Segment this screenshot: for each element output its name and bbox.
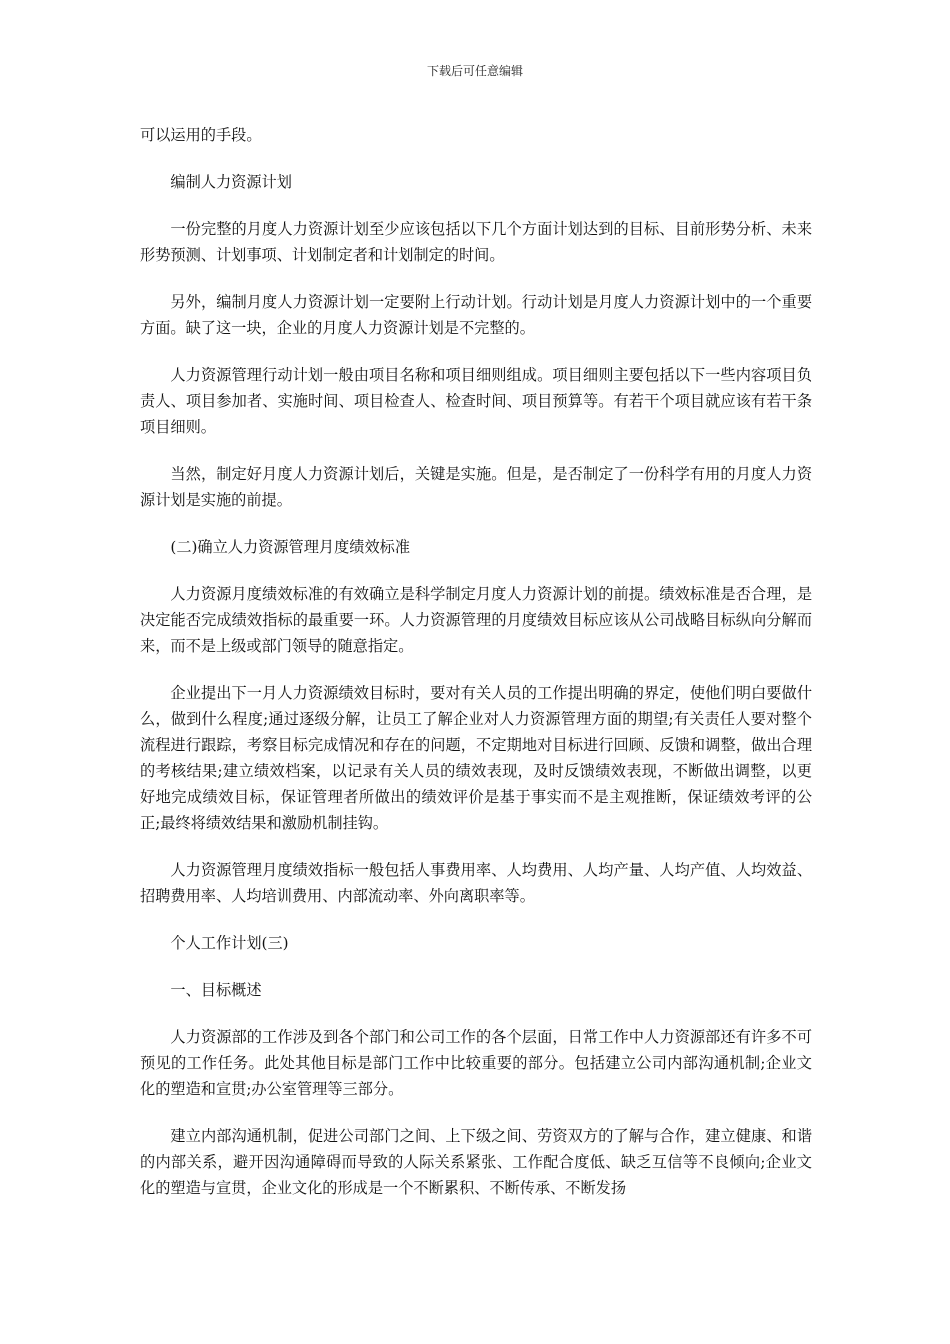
document-body (140, 122, 812, 1222)
paragraph: 企业提出下一月人力资源绩效目标时，要对有关人员的工作提出明确的界定，使他们明白要做什么，做到什么程度;通过逐级分解，让员工了解企业对人力资源管理方面的期望;有关责任人要对整个流程进行跟踪，考察目标完成情况和存在的问题，不定期地对目标进行回顾、反馈和调整，做出合理的考核结果;建立绩效档案，以记录有关人员的绩效表现，及时反馈绩效表现，不断做出调整，以更好地完成绩效目标，保证管理者所做出的绩效评价是基于事实而不是主观推断，保证绩效考评的公正;最终将绩效结果和激励机制挂钩。 (140, 684, 812, 832)
paragraph: 人力资源月度绩效标准的有效确立是科学制定月度人力资源计划的前提。绩效标准是否合理，是决定能否完成绩效指标的最重要一环。人力资源管理的月度绩效目标应该从公司战略目标纵向分解而来，而不是上级或部门领导的随意指定。 (140, 585, 812, 655)
section-heading: 一、目标概述 (170, 981, 262, 999)
section-heading: 编制人力资源计划 (170, 173, 292, 191)
section-heading: 个人工作计划(三) (170, 934, 289, 952)
paragraph: 当然，制定好月度人力资源计划后，关键是实施。但是，是否制定了一份科学有用的月度人力资源计划是实施的前提。 (140, 465, 812, 509)
paragraph: 人力资源管理月度绩效指标一般包括人事费用率、人均费用、人均产量、人均产值、人均效益、招聘费用率、人均培训费用、内部流动率、外向离职率等。 (140, 861, 812, 905)
paragraph: 建立内部沟通机制，促进公司部门之间、上下级之间、劳资双方的了解与合作，建立健康、和谐的内部关系，避开因沟通障碍而导致的人际关系紧张、工作配合度低、缺乏互信等不良倾向;企业文化的塑造与宣贯，企业文化的形成是一个不断累积、不断传承、不断发扬 (140, 1127, 812, 1197)
paragraph: 一份完整的月度人力资源计划至少应该包括以下几个方面计划达到的目标、目前形势分析、未来形势预测、计划事项、计划制定者和计划制定的时间。 (140, 220, 812, 264)
paragraph: 人力资源管理行动计划一般由项目名称和项目细则组成。项目细则主要包括以下一些内容项目负责人、项目参加者、实施时间、项目检查人、检查时间、项目预算等。有若干个项目就应该有若干条项目细则。 (140, 366, 812, 436)
paragraph: 人力资源部的工作涉及到各个部门和公司工作的各个层面，日常工作中人力资源部还有许多不可预见的工作任务。此处其他目标是部门工作中比较重要的部分。包括建立公司内部沟通机制;企业文化的塑造和宣贯;办公室管理等三部分。 (140, 1028, 812, 1098)
section-heading: (二)确立人力资源管理月度绩效标准 (170, 538, 411, 556)
page-header: 下载后可任意编辑 (426, 64, 523, 78)
paragraph: 另外，编制月度人力资源计划一定要附上行动计划。行动计划是月度人力资源计划中的一个重要方面。缺了这一块，企业的月度人力资源计划是不完整的。 (140, 293, 812, 337)
paragraph: 可以运用的手段。 (140, 126, 262, 144)
